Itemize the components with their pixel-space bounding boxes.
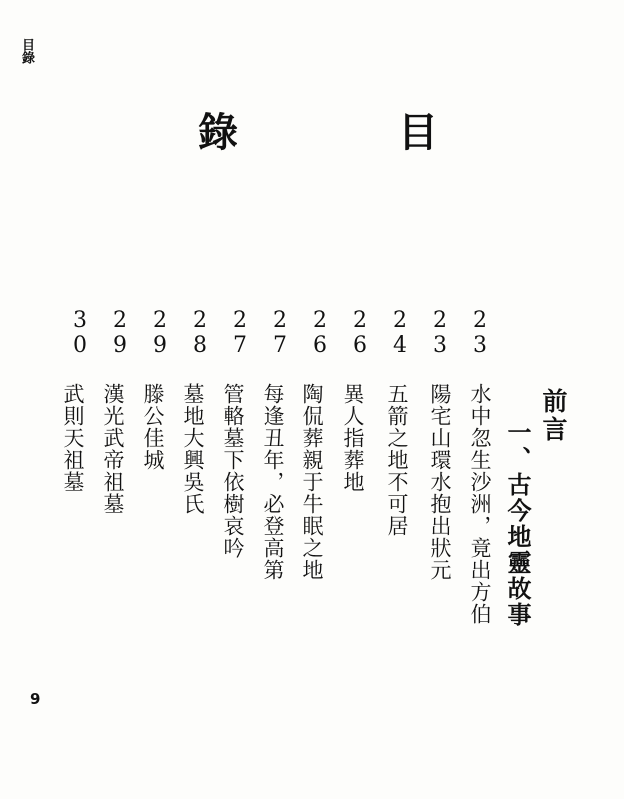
page-digit: 4: [393, 333, 407, 358]
page-digit: 2: [393, 308, 407, 333]
page-digit: 2: [233, 308, 247, 333]
toc-entry-page: [306, 308, 334, 358]
running-head: 目錄: [19, 38, 34, 64]
page-digit: 9: [113, 333, 127, 358]
toc-entry-page: [66, 308, 94, 358]
page-digit: 9: [153, 333, 167, 358]
page-digit: 2: [433, 308, 447, 333]
toc-entry-page: [146, 308, 174, 358]
page-title-char-right: 目: [398, 110, 438, 156]
page-digit: 6: [313, 333, 327, 358]
page-digit: 7: [233, 333, 247, 358]
toc-section-heading: 一、古今地靈故事: [503, 420, 531, 628]
toc-entry-title: 管輅墓下依樹哀吟: [221, 383, 245, 559]
page-digit: 2: [313, 308, 327, 333]
page-digit: 2: [273, 308, 287, 333]
toc-entry[interactable]: [466, 0, 494, 799]
toc-entry-page: [106, 308, 134, 358]
page-digit: 3: [433, 333, 447, 358]
toc-entry-title: 墓地大興吳氏: [181, 383, 205, 515]
toc-entry-page: [386, 308, 414, 358]
page-digit: 8: [193, 333, 207, 358]
page-number: 9: [30, 690, 41, 708]
toc-entry-title: 武則天祖墓: [61, 383, 85, 493]
toc-entry[interactable]: [300, 0, 334, 799]
toc-entry-title: 陶侃葬親于牛眠之地: [300, 383, 324, 581]
toc-entry-page: [466, 308, 494, 358]
toc-heading-preface: 前言: [539, 388, 568, 444]
toc-entry[interactable]: [61, 0, 94, 799]
toc-entry-title: 每逢丑年，必登高第: [261, 383, 285, 581]
toc-entry-page: [186, 308, 214, 358]
toc-entry-page: [226, 308, 254, 358]
page-digit: 7: [273, 333, 287, 358]
toc-entry-title: 異人指葬地: [341, 383, 365, 493]
toc-entry[interactable]: [426, 0, 454, 799]
page-digit: 2: [193, 308, 207, 333]
toc-entry[interactable]: [101, 0, 134, 799]
toc-entry[interactable]: [141, 0, 174, 799]
toc-entry-page: [266, 308, 294, 358]
toc-entry-title: 陽宅山環水抱出狀元: [428, 383, 452, 581]
toc-entry[interactable]: [341, 0, 374, 799]
toc-entry-title: 滕公佳城: [141, 383, 165, 471]
page-digit: 3: [73, 308, 87, 333]
page-digit: 3: [473, 333, 487, 358]
toc-entry-page: [426, 308, 454, 358]
toc-entry[interactable]: [261, 0, 294, 799]
page-digit: 2: [353, 308, 367, 333]
page-digit: 2: [113, 308, 127, 333]
page-digit: 0: [73, 333, 87, 358]
toc-entry-page: [346, 308, 374, 358]
toc-entry[interactable]: [386, 0, 414, 799]
page-title-char-left: 錄: [198, 110, 238, 156]
page-digit: 2: [153, 308, 167, 333]
page-digit: 2: [473, 308, 487, 333]
toc-entry-title: 五箭之地不可居: [385, 383, 409, 537]
toc-entry-title: 水中忽生沙洲，竟出方伯: [468, 383, 492, 625]
page-digit: 6: [353, 333, 367, 358]
toc-entry[interactable]: [221, 0, 254, 799]
toc-entry[interactable]: [181, 0, 214, 799]
toc-entry-title: 漢光武帝祖墓: [101, 383, 125, 515]
